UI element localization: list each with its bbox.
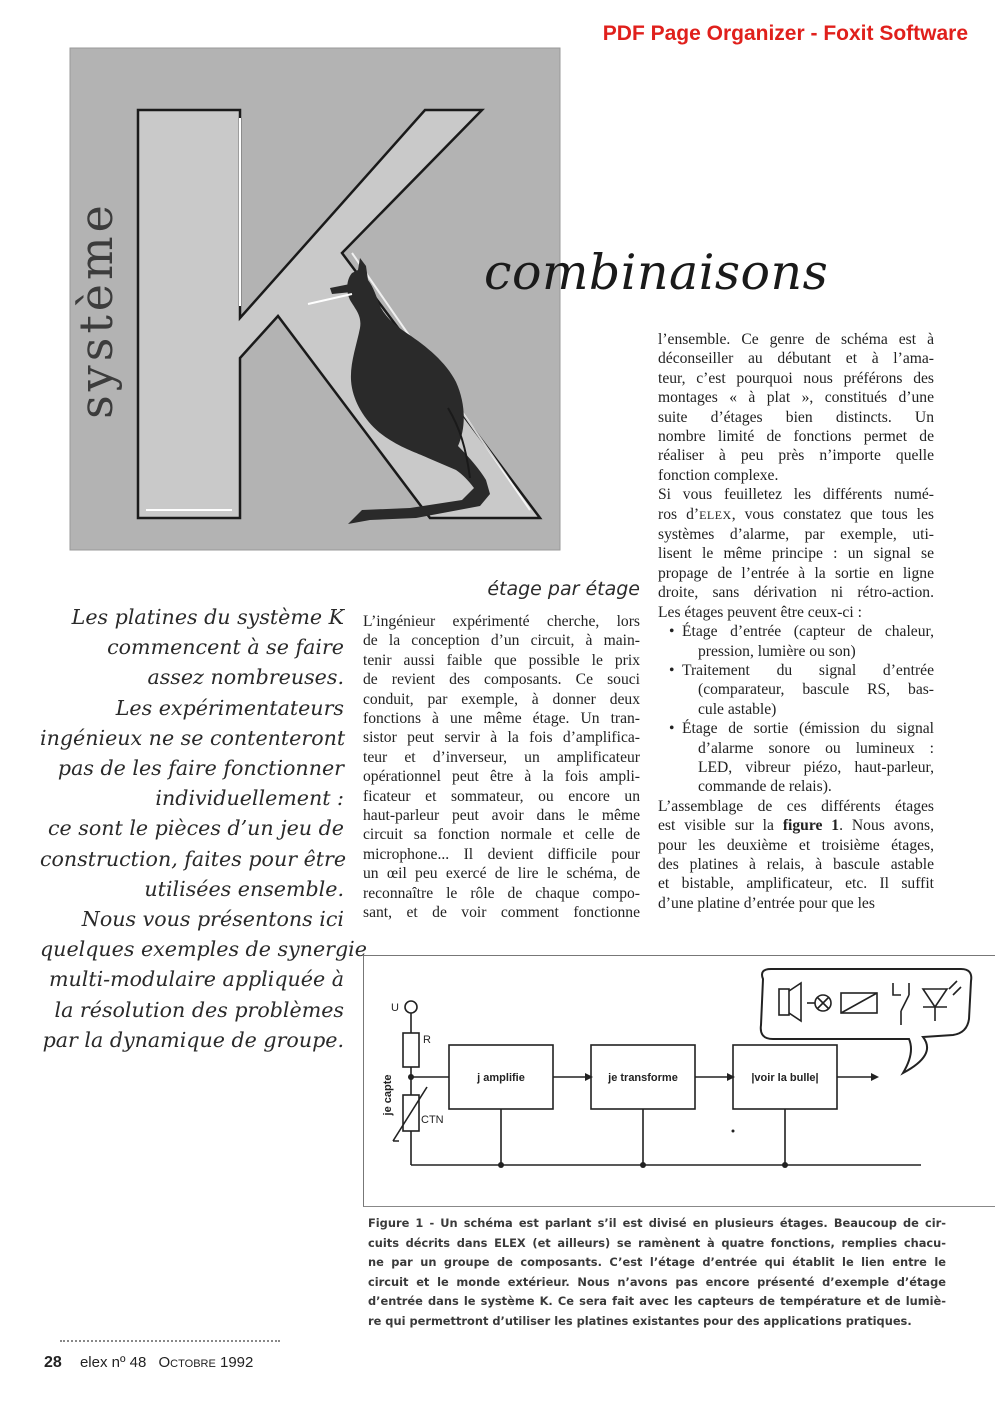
caption-line: Figure 1 - Un schéma est parlant s’il est divisé en plusieurs étages. Beaucoup de cir- (368, 1216, 946, 1230)
footer (44, 1354, 253, 1372)
body-column-2: l’ensemble. Ce genre de schéma est à déconseiller au débutant et à l’ama- teur, c’est pourquoi nous préférons des montages « à plat », constitués d’une suite d’étages bien distincts. Un nombre limité de fonctions permet de réaliser à peu près n’importe quelle fonction complexe. Si vous feuilletez les différents numé- ros d’ELEX, vous constatez que tous les systèmes d’alarme, par exemple, uti- lisent le même principe : un signal se propage de l’entrée à la sortie en ligne droite, sans dérivation ni rétro-action. Les étages peuvent être ceux-ci : • Étage d’entrée (capteur de chaleur, pression, lumière ou son) • Traitement du signal d’entrée (comparateur, bascule RS, bas- cule astable) • Étage de sortie (émission du signal d’alarme sonore ou lumineux : LED, vibreur piézo, haut-parleur, commande de relais). L’assemblage de ces différents étages est visible sur la figure 1. Nous avons, pour les deuxième et troisième étages, des platines à relais, à bascule astable et bistable, amplificateur, etc. Il suffit d’une platine d’entrée pour que les (658, 330, 934, 913)
block-amplify: j amplifie (477, 1072, 525, 1084)
article-title: combinaisons (484, 244, 829, 301)
body-text-line: nombre limité de fonctions permet de (658, 428, 934, 446)
lead-line: multi-modulaire appliquée à (48, 967, 344, 992)
body-text-line: propage de l’entrée à la sortie en ligne (658, 564, 934, 582)
lead-line: Les platines du système K (71, 605, 344, 629)
figure-reference: figure 1 (782, 817, 840, 835)
bullet-continuation: commande de relais). (698, 778, 832, 796)
lead-line: assez nombreuses. (147, 665, 344, 690)
body-text-line: fonctions à une même étage. Un tran- (363, 710, 640, 728)
lead-line: la résolution des problèmes (54, 997, 344, 1022)
lead-line: ce sont le pièces d’un jeu de (48, 816, 344, 841)
body-text-line: de la conception d’un circuit, à main- (363, 632, 640, 650)
body-text-line: l’ensemble. Ce genre de schéma est à (658, 331, 934, 348)
vertical-word-systeme (69, 140, 123, 480)
footer-rule (60, 1340, 280, 1342)
lead-text (40, 602, 367, 1055)
page-number: 28 (44, 1354, 62, 1371)
ctn-label: CTN (421, 1114, 444, 1126)
bullet-item: • Étage d’entrée (capteur de chaleur, (658, 622, 934, 641)
body-text-line: circuit sa fonction normale et celle de (363, 826, 640, 844)
section-heading: étage par étage (487, 578, 640, 600)
lead-line: pas de les faire fonctionner (57, 756, 344, 781)
body-text-line: haut-parleur peut avoir dans le même (363, 807, 640, 825)
bullet-continuation: LED, vibreur piézo, haut-parleur, (698, 758, 934, 776)
vertical-word-text: système (69, 201, 123, 419)
body-text-line: montages « à plat », constitués d’une (658, 389, 934, 407)
lead-line: Nous vous présentons ici (81, 907, 344, 932)
body-text-line: ficateur et sommateur, ou encore un (363, 787, 640, 805)
resistor-label: R (423, 1034, 431, 1046)
body-text-line: tenir aussi faible que possible le prix (363, 651, 640, 669)
lead-line: Les expérimentateurs (115, 695, 344, 720)
bullet-continuation: cule astable) (698, 700, 777, 718)
lead-line: ingénieux ne se contenteront (40, 725, 346, 750)
supply-label: U (391, 1002, 399, 1014)
body-text-line: lisent le même principe : un signal se (658, 545, 934, 563)
body-text-line: pour les deuxième et troisième étages, (658, 836, 934, 854)
lead-line: commencent à se faire (107, 635, 344, 660)
body-text-line: un œil peu exercé de lire le schéma, de (363, 865, 640, 883)
body-text-line: L’ingénieur expérimenté cherche, lors (363, 613, 640, 630)
body-text-line: fonction complexe. (658, 466, 779, 484)
body-text-line: Si vous feuilletez les différents numé- (658, 486, 934, 504)
caption-line: re qui permettront d’utiliser les platines existantes pour des applications pratiques. (368, 1313, 912, 1328)
body-text-line: teur et d’inverseur, un amplificateur (363, 748, 640, 766)
bullet-item: • Étage de sortie (émission du signal (658, 719, 934, 738)
caption-line: cuits décrits dans ELEX (et ailleurs) se ramènent à quatre fonctions, remplies chacu- (368, 1235, 946, 1250)
body-text-line: reconnaître le rôle de chaque compo- (363, 884, 640, 902)
magazine-name: ELEX (699, 507, 732, 522)
body-text-line: opérationnel peut être à la fois ampli- (363, 768, 640, 786)
bullet-continuation: d’alarme sonore ou lumineux : (698, 739, 934, 757)
body-text-line: et bistable, amplificateur, etc. Il suffit (658, 875, 934, 893)
lead-line: quelques exemples de synergie (40, 937, 367, 962)
body-text-line: suite d’étages bien distincts. Un (658, 408, 934, 426)
bullet-continuation: pression, lumière ou son) (698, 642, 856, 660)
lead-line: individuellement : (155, 786, 344, 811)
lead-line: par la dynamique de groupe. (42, 1027, 344, 1052)
body-text-line: systèmes d’alarme, par exemple, uti- (658, 526, 934, 544)
watermark: PDF Page Organizer - Foxit Software (602, 22, 968, 45)
block-transform: je transforme (608, 1072, 678, 1084)
body-text-line: des platines à relais, à bascule astable (658, 855, 934, 873)
body-text-line: teur, c’est pourquoi nous préférons des (658, 369, 934, 387)
body-text-line: microphone... Il devient difficile pour (363, 845, 640, 863)
body-column-1 (363, 612, 640, 923)
body-text-line: Les étages peuvent être ceux-ci : (658, 603, 862, 621)
body-text-line: déconseiller au débutant et à l’ama- (658, 350, 934, 368)
block-output: |voir la bulle| (751, 1072, 819, 1084)
input-stage-label: je capte (382, 1074, 394, 1116)
issue-label: elex nº 48 (79, 1354, 147, 1371)
lead-line: construction, faites pour être (40, 846, 347, 871)
caption-line: d’entrée dans le système K. Ce sera fait avec les capteurs de température et de lumiè- (368, 1294, 946, 1309)
lead-line: utilisées ensemble. (144, 876, 344, 901)
body-text-line: sistor peut servir à la fois d’amplifica- (363, 729, 640, 747)
bullet-item: • Traitement du signal d’entrée (658, 661, 934, 680)
body-text-line: conduit, par exemple, à donner deux (363, 690, 640, 708)
figure-caption (368, 1214, 946, 1332)
body-text-line: droite, sans dérivation ni rétro-action. (658, 584, 934, 602)
body-text-line: d’une platine d’entrée pour que les (658, 894, 875, 912)
bullet-continuation: (comparateur, bascule RS, bas- (698, 681, 934, 699)
issue-date: Octobre 1992 (158, 1354, 254, 1371)
body-text-line: sant, et de voir comment fonctionne (363, 904, 640, 922)
body-text-line: réaliser à peu près n’importe quelle (658, 447, 934, 465)
body-text-line: de revient des composants. Ce souci (363, 671, 640, 689)
figure-1-block-diagram (363, 955, 994, 1205)
caption-line: circuit et le monde extérieur. Nous n’avons pas encore présenté d’exemple d’étage (368, 1274, 946, 1289)
caption-line: ne par un groupe de composants. C’est l’étage d’entrée qui établit le lien entre le (368, 1255, 946, 1270)
